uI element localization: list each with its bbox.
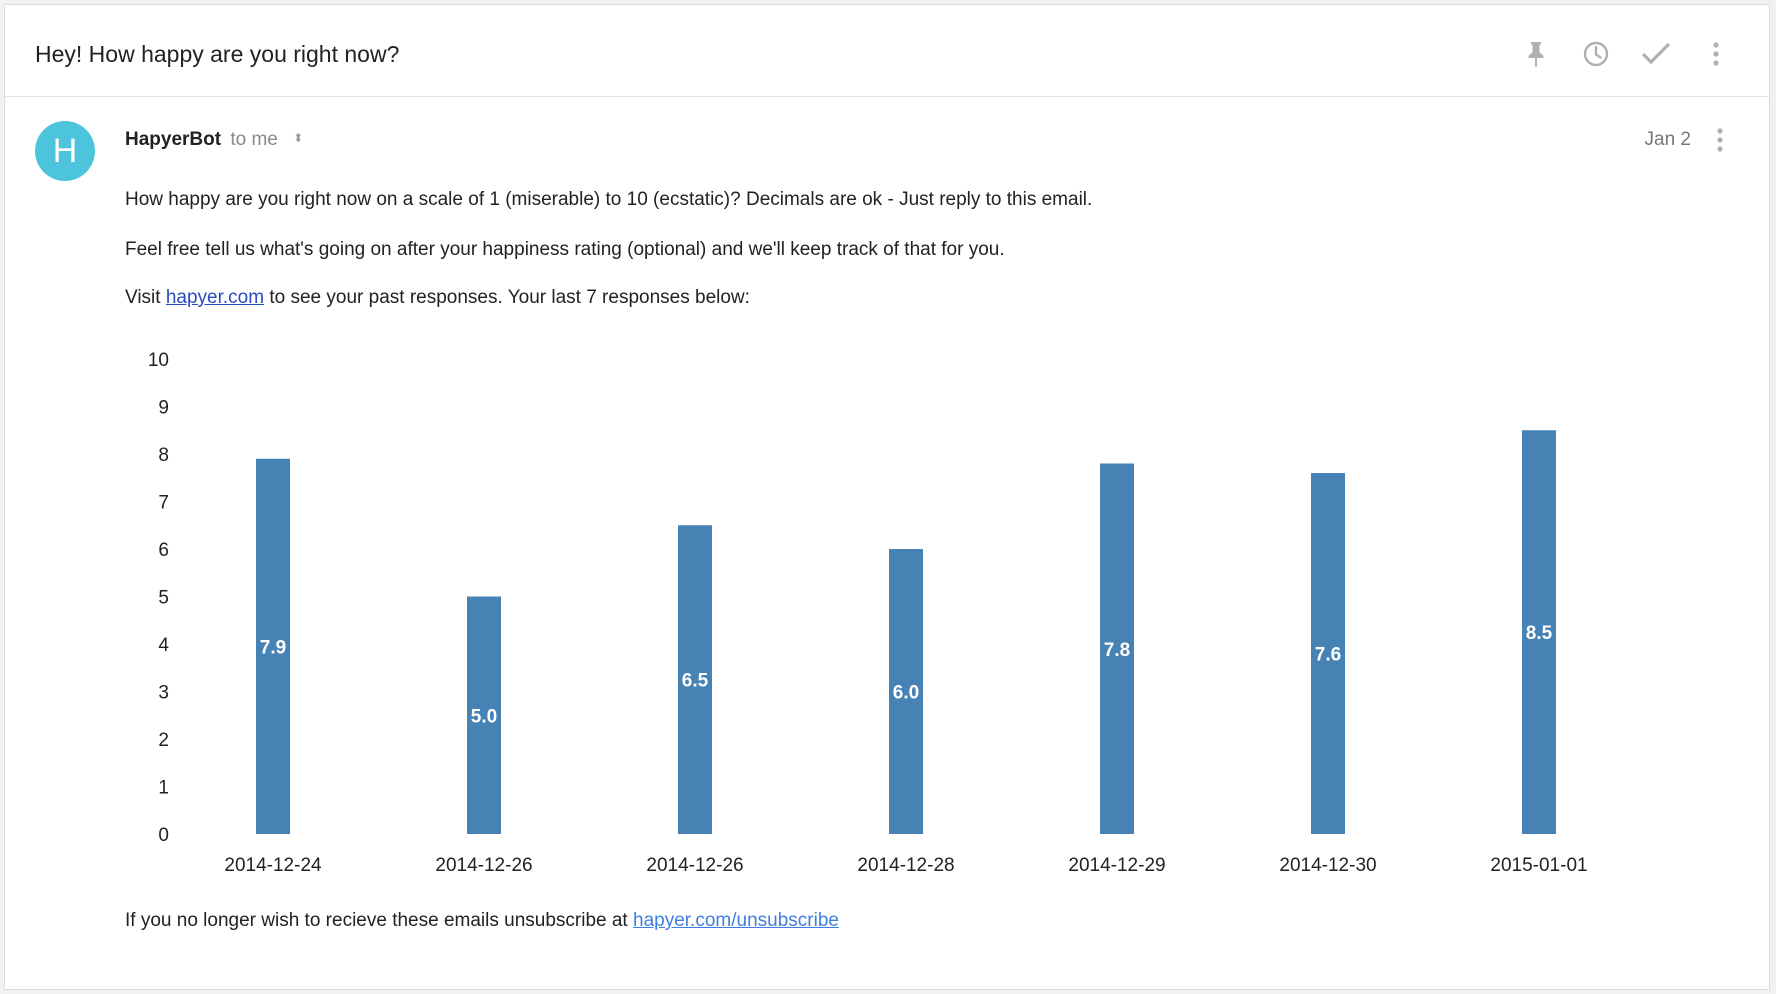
email-date: Jan 2 xyxy=(1644,129,1691,150)
bar-value-label: 7.8 xyxy=(1103,639,1131,661)
y-tick-label: 10 xyxy=(147,350,169,371)
bar-value-label: 7.9 xyxy=(259,637,287,659)
details-toggle-icon[interactable]: ⬍ xyxy=(293,131,304,145)
sender-avatar[interactable]: H xyxy=(35,121,95,181)
email-card xyxy=(4,4,1770,990)
bar-value-label: 8.5 xyxy=(1525,623,1553,645)
happiness-bar-chart xyxy=(5,5,1771,991)
y-tick-label: 2 xyxy=(158,730,169,751)
y-tick-label: 7 xyxy=(158,492,169,514)
y-tick-label: 0 xyxy=(158,825,169,846)
y-tick-label: 6 xyxy=(158,540,169,561)
x-tick-label: 2015-01-01 xyxy=(1490,855,1588,876)
y-tick-label: 1 xyxy=(158,777,169,799)
body-paragraph-3-suffix: to see your past responses. Your last 7 responses below: xyxy=(264,287,750,308)
x-tick-label: 2014-12-26 xyxy=(435,855,533,876)
email-subject: Hey! How happy are you right now? xyxy=(35,41,400,67)
x-tick-label: 2014-12-28 xyxy=(857,855,955,876)
x-tick-label: 2014-12-24 xyxy=(224,855,322,876)
footer-prefix: If you no longer wish to recieve these emails unsubscribe at xyxy=(125,910,633,931)
body-paragraph-3-prefix: Visit xyxy=(125,287,166,308)
bar-value-label: 7.6 xyxy=(1314,644,1342,666)
bar-value-label: 6.5 xyxy=(681,670,709,692)
bar-value-label: 5.0 xyxy=(470,706,498,728)
body-paragraph-2: Feel free tell us what's going on after your happiness rating (optional) and we'll keep track of that for you. xyxy=(125,239,1005,260)
y-tick-label: 5 xyxy=(158,587,169,609)
y-tick-label: 4 xyxy=(158,635,169,656)
unsubscribe-link[interactable]: hapyer.com/unsubscribe xyxy=(633,910,839,931)
hapyer-link[interactable]: hapyer.com xyxy=(165,287,265,308)
bar-value-label: 6.0 xyxy=(892,682,920,704)
x-tick-label: 2014-12-26 xyxy=(646,855,744,876)
y-tick-label: 8 xyxy=(158,445,169,466)
x-tick-label: 2014-12-29 xyxy=(1068,855,1166,876)
body-paragraph-1: How happy are you right now on a scale of 1 (miserable) to 10 (ecstatic)? Decimals are ok - Just reply to this email. xyxy=(125,189,1093,210)
recipient-label: to me xyxy=(230,129,278,150)
footer-text xyxy=(125,910,839,932)
y-tick-label: 3 xyxy=(158,682,169,704)
x-tick-label: 2014-12-30 xyxy=(1279,855,1377,876)
sender-name[interactable]: HapyerBot xyxy=(125,129,222,150)
y-tick-label: 9 xyxy=(158,397,169,419)
